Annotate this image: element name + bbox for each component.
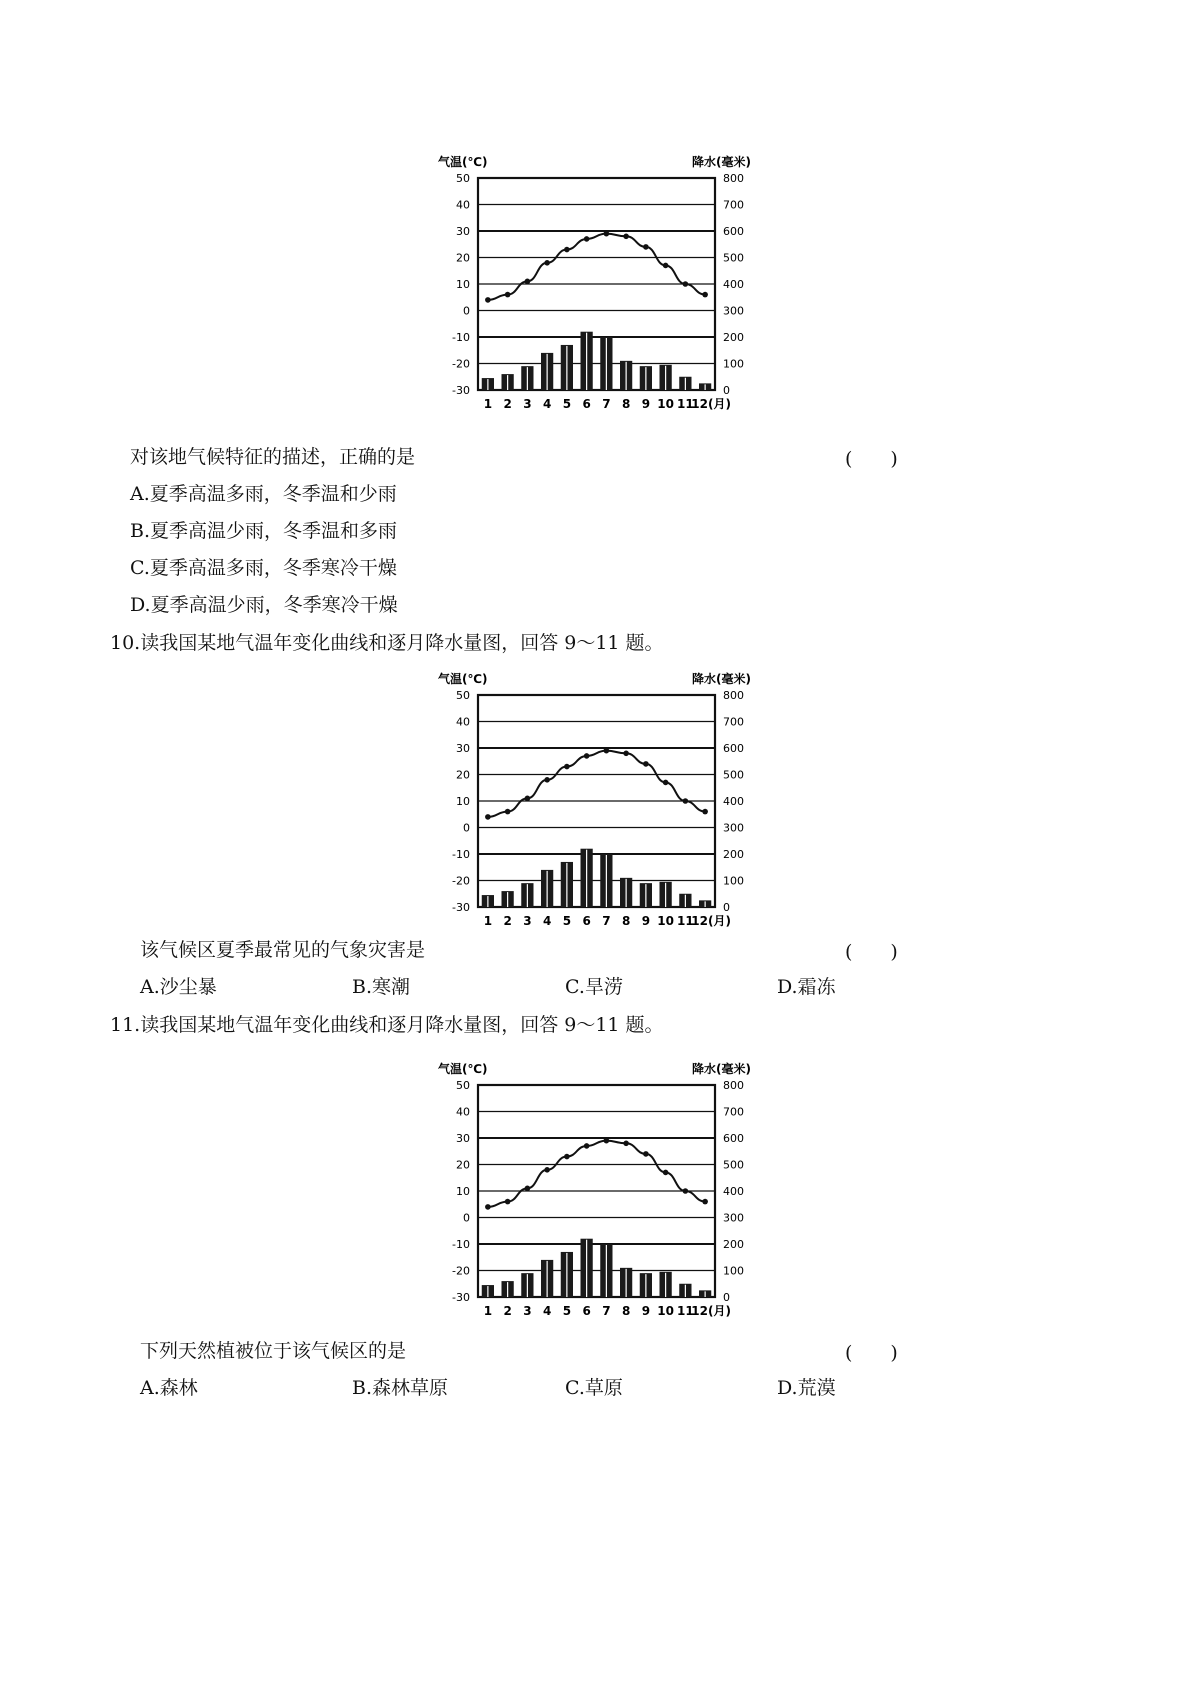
temp-tick-label: 20 xyxy=(456,768,470,782)
temperature-point xyxy=(485,1204,491,1210)
temperature-curve xyxy=(488,751,705,817)
precip-tick-label: 400 xyxy=(723,795,744,808)
precip-tick-label: 500 xyxy=(723,1158,744,1172)
temp-tick-label: 10 xyxy=(456,795,470,808)
temp-tick-label: -10 xyxy=(452,1238,470,1251)
temperature-point xyxy=(525,279,531,285)
temperature-point xyxy=(525,1186,531,1192)
temp-tick-label: 50 xyxy=(456,172,470,185)
q11-option-b: B.森林草原 xyxy=(352,1377,449,1399)
temp-tick-label: -20 xyxy=(452,357,470,371)
temp-tick-label: -30 xyxy=(452,901,470,914)
month-tick-label: 6 xyxy=(582,914,591,928)
temperature-point xyxy=(485,297,491,303)
q9-option-c: C.夏季高温多雨，冬季寒冷干燥 xyxy=(130,557,397,579)
precip-tick-label: 0 xyxy=(723,384,730,397)
precip-tick-label: 200 xyxy=(723,1238,744,1251)
month-tick-label: 5 xyxy=(562,397,572,411)
q10-option-d: D.霜冻 xyxy=(777,976,836,998)
precip-tick-label: 600 xyxy=(723,225,744,238)
temp-tick-label: -10 xyxy=(452,848,470,861)
temperature-point xyxy=(525,796,531,802)
precip-tick-label: 100 xyxy=(723,357,744,371)
precip-tick-label: 700 xyxy=(723,715,744,729)
month-tick-label: 1 xyxy=(483,397,493,411)
precip-tick-label: 500 xyxy=(723,768,744,782)
temperature-point xyxy=(544,1167,550,1173)
temperature-curve xyxy=(488,1141,705,1207)
month-tick-label: 2 xyxy=(503,914,512,928)
month-tick-label: 9 xyxy=(641,1304,651,1318)
temperature-point xyxy=(564,764,570,770)
month-tick-label: 8 xyxy=(621,914,631,928)
precip-tick-label: 300 xyxy=(723,821,744,835)
temperature-point xyxy=(663,780,669,786)
temperature-point xyxy=(683,281,689,287)
climate-chart-3 xyxy=(430,1055,775,1340)
temperature-point xyxy=(683,1188,689,1194)
q11-answer-paren: ( ) xyxy=(845,1342,898,1364)
q11-title: 11.读我国某地气温年变化曲线和逐月降水量图，回答 9～11 题。 xyxy=(110,1014,664,1036)
q10-option-a: A.沙尘暴 xyxy=(140,976,217,998)
precip-tick-label: 700 xyxy=(723,1105,744,1119)
precip-tick-label: 200 xyxy=(723,331,744,344)
month-tick-label: 10 xyxy=(657,397,674,411)
temperature-point xyxy=(584,753,590,759)
temperature-point xyxy=(604,231,610,237)
temperature-point xyxy=(564,1154,570,1160)
temp-tick-label: 10 xyxy=(456,1185,470,1198)
precip-tick-label: 800 xyxy=(723,689,744,702)
month-tick-label: 3 xyxy=(523,1304,532,1318)
temperature-point xyxy=(702,292,708,298)
temp-tick-label: 50 xyxy=(456,689,470,702)
month-tick-label: 1 xyxy=(483,1304,493,1318)
temperature-point xyxy=(702,1199,708,1205)
precip-tick-label: 600 xyxy=(723,1132,744,1145)
month-tick-label: 1 xyxy=(483,914,493,928)
precip-axis-label: 降水(毫米) xyxy=(692,1062,751,1076)
month-tick-label: 12(月) xyxy=(691,397,731,411)
temp-axis-label: 气温(℃) xyxy=(438,155,488,169)
month-tick-label: 5 xyxy=(562,914,572,928)
q11-option-c: C.草原 xyxy=(565,1377,623,1399)
precip-tick-label: 600 xyxy=(723,742,744,755)
precip-tick-label: 400 xyxy=(723,278,744,291)
temp-tick-label: 30 xyxy=(456,742,470,755)
climate-chart-1 xyxy=(430,148,775,433)
month-tick-label: 11 xyxy=(677,914,694,928)
month-tick-label: 3 xyxy=(523,397,532,411)
precip-tick-label: 200 xyxy=(723,848,744,861)
temp-tick-label: -30 xyxy=(452,1291,470,1304)
precip-tick-label: 400 xyxy=(723,1185,744,1198)
month-tick-label: 8 xyxy=(621,397,631,411)
precip-tick-label: 0 xyxy=(723,901,730,914)
precip-tick-label: 100 xyxy=(723,874,744,888)
temperature-point xyxy=(663,263,669,269)
month-tick-label: 10 xyxy=(657,914,674,928)
temperature-point xyxy=(643,1151,649,1157)
month-tick-label: 2 xyxy=(503,1304,512,1318)
month-tick-label: 12(月) xyxy=(691,1304,731,1318)
q10-stem: 该气候区夏季最常见的气象灾害是 xyxy=(140,939,426,961)
temperature-curve xyxy=(488,234,705,300)
temp-tick-label: 40 xyxy=(456,1105,470,1119)
q11-stem: 下列天然植被位于该气候区的是 xyxy=(140,1340,407,1362)
month-tick-label: 6 xyxy=(582,1304,591,1318)
climate-chart-2 xyxy=(430,665,775,950)
month-tick-label: 7 xyxy=(602,914,611,928)
precip-tick-label: 800 xyxy=(723,1079,744,1092)
month-tick-label: 4 xyxy=(542,914,552,928)
temperature-point xyxy=(604,748,610,754)
temp-tick-label: 30 xyxy=(456,1132,470,1145)
temperature-point xyxy=(643,761,649,767)
temperature-point xyxy=(485,814,491,820)
temp-tick-label: 50 xyxy=(456,1079,470,1092)
temp-tick-label: -30 xyxy=(452,384,470,397)
temperature-point xyxy=(544,777,550,783)
q10-title: 10.读我国某地气温年变化曲线和逐月降水量图，回答 9～11 题。 xyxy=(110,632,664,654)
temperature-point xyxy=(702,809,708,815)
temp-tick-label: 0 xyxy=(463,304,470,318)
month-tick-label: 11 xyxy=(677,1304,694,1318)
precip-tick-label: 500 xyxy=(723,251,744,265)
temp-axis-label: 气温(℃) xyxy=(438,672,488,686)
temperature-point xyxy=(623,234,629,240)
temp-tick-label: 30 xyxy=(456,225,470,238)
temperature-point xyxy=(683,798,689,804)
q11-option-a: A.森林 xyxy=(140,1377,198,1399)
precip-tick-label: 700 xyxy=(723,198,744,212)
month-tick-label: 9 xyxy=(641,914,651,928)
temperature-point xyxy=(663,1170,669,1176)
month-tick-label: 10 xyxy=(657,1304,674,1318)
month-tick-label: 6 xyxy=(582,397,591,411)
month-tick-label: 9 xyxy=(641,397,651,411)
q10-option-b: B.寒潮 xyxy=(352,976,411,998)
precip-tick-label: 300 xyxy=(723,1211,744,1225)
temperature-point xyxy=(623,1141,629,1147)
q9-answer-paren: ( ) xyxy=(845,448,898,470)
temperature-point xyxy=(505,809,511,815)
temperature-point xyxy=(604,1138,610,1144)
temp-tick-label: 40 xyxy=(456,715,470,729)
q9-option-b: B.夏季高温少雨，冬季温和多雨 xyxy=(130,520,398,542)
q9-option-a: A.夏季高温多雨，冬季温和少雨 xyxy=(130,483,397,505)
q10-option-c: C.旱涝 xyxy=(565,976,623,998)
precip-tick-label: 800 xyxy=(723,172,744,185)
temperature-point xyxy=(643,244,649,250)
month-tick-label: 7 xyxy=(602,397,611,411)
precip-tick-label: 0 xyxy=(723,1291,730,1304)
temp-tick-label: 40 xyxy=(456,198,470,212)
temp-axis-label: 气温(℃) xyxy=(438,1062,488,1076)
temp-tick-label: 20 xyxy=(456,1158,470,1172)
temperature-point xyxy=(505,1199,511,1205)
month-tick-label: 3 xyxy=(523,914,532,928)
month-tick-label: 4 xyxy=(542,1304,552,1318)
temperature-point xyxy=(584,236,590,242)
month-tick-label: 2 xyxy=(503,397,512,411)
q9-option-d: D.夏季高温少雨，冬季寒冷干燥 xyxy=(130,594,398,616)
temp-tick-label: -20 xyxy=(452,1264,470,1278)
month-tick-label: 4 xyxy=(542,397,552,411)
month-tick-label: 7 xyxy=(602,1304,611,1318)
q10-answer-paren: ( ) xyxy=(845,941,898,963)
temp-tick-label: -20 xyxy=(452,874,470,888)
temp-tick-label: 0 xyxy=(463,821,470,835)
precip-tick-label: 300 xyxy=(723,304,744,318)
month-tick-label: 5 xyxy=(562,1304,572,1318)
temperature-point xyxy=(623,751,629,757)
temperature-point xyxy=(564,247,570,253)
month-tick-label: 11 xyxy=(677,397,694,411)
month-tick-label: 12(月) xyxy=(691,914,731,928)
q11-option-d: D.荒漠 xyxy=(777,1377,836,1399)
temp-tick-label: -10 xyxy=(452,331,470,344)
temperature-point xyxy=(544,260,550,266)
temp-tick-label: 20 xyxy=(456,251,470,265)
temperature-point xyxy=(584,1143,590,1149)
precip-axis-label: 降水(毫米) xyxy=(692,155,751,169)
precip-axis-label: 降水(毫米) xyxy=(692,672,751,686)
temp-tick-label: 10 xyxy=(456,278,470,291)
temperature-point xyxy=(505,292,511,298)
temp-tick-label: 0 xyxy=(463,1211,470,1225)
precip-tick-label: 100 xyxy=(723,1264,744,1278)
q9-stem: 对该地气候特征的描述，正确的是 xyxy=(130,446,416,468)
month-tick-label: 8 xyxy=(621,1304,631,1318)
